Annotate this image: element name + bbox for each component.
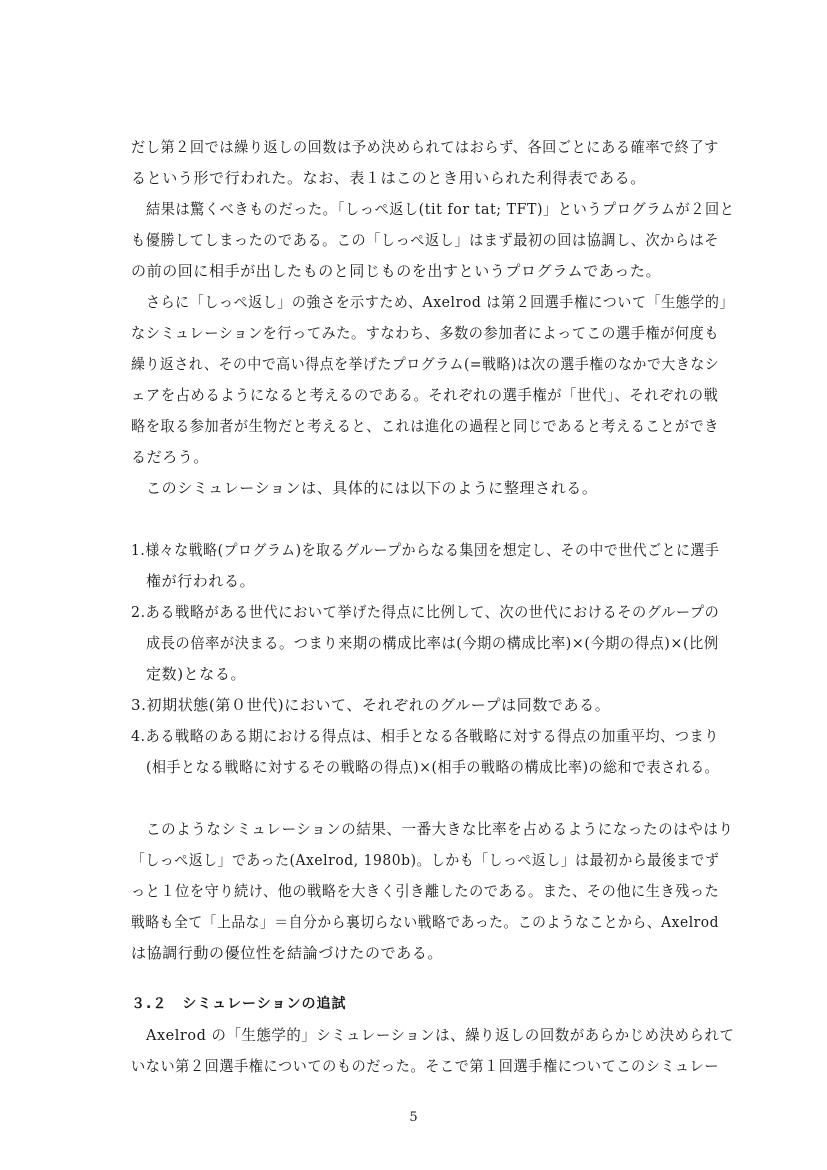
list-item-continuation: 定数)となる。 xyxy=(146,665,247,683)
text-line: いない第２回選手権についてのものだった。そこで第１回選手権についてこのシミュレー xyxy=(131,1057,720,1075)
section-heading: ３.２ シミュレーションの追試 xyxy=(131,996,347,1012)
text-line: っと１位を守り続け、他の戦略を大きく引き離したのである。また、その他に生き残った xyxy=(131,882,720,900)
text-line: なシミュレーションを行ってみた。すなわち、多数の参加者によってこの選手権が何度も xyxy=(131,324,720,342)
list-item-continuation: 成長の倍率が決まる。つまり来期の構成比率は(今期の構成比率)×(今期の得点)×(比例 xyxy=(146,634,719,652)
text-line: は協調行動の優位性を結論づけたのである。 xyxy=(131,944,444,962)
list-item: 1.様々な戦略(プログラム)を取るグループからなる集団を想定し、その中で世代ごとに選手 xyxy=(131,541,720,559)
text-line: ェアを占めるようになると考えるのである。それぞれの選手権が「世代」、それぞれの戦 xyxy=(131,386,719,404)
text-line: このようなシミュレーションの結果、一番大きな比率を占めるようになったのはやはり xyxy=(146,820,734,838)
text-line: 戦略も全て「上品な」＝自分から裏切らない戦略であった。このようなことから、Axelrod xyxy=(131,913,720,931)
text-line: だし第２回では繰り返しの回数は予め決められてはおらず、各回ごとにある確率で終了す xyxy=(131,138,719,156)
text-line: Axelrod の「生態学的」シミュレーションは、繰り返しの回数があらかじめ決められて xyxy=(146,1026,735,1044)
text-line: るだろう。 xyxy=(131,448,210,466)
text-line: 「しっぺ返し」であった(Axelrod, 1980b)。しかも「しっぺ返し」は最初から最後までず xyxy=(131,851,720,869)
list-item: 3.初期状態(第０世代)において、それぞれのグループは同数である。 xyxy=(131,696,611,714)
text-line: 繰り返され、その中で高い得点を挙げたプログラム(=戦略)は次の選手権のなかで大きなシ xyxy=(131,355,720,373)
list-item-continuation: (相手となる戦略に対するその戦略の得点)×(相手の戦略の構成比率)の総和で表される。 xyxy=(146,758,720,776)
list-item: 4.ある戦略のある期における得点は、相手となる各戦略に対する得点の加重平均、つまり xyxy=(131,727,719,745)
text-line: さらに「しっぺ返し」の強さを示すため、Axelrod は第２回選手権について「生態学的」 xyxy=(146,293,735,311)
text-line: 略を取る参加者が生物だと考えると、これは進化の過程と同じであると考えることができ xyxy=(131,417,720,435)
text-line: 結果は驚くべきものだった。「しっぺ返し(tit for tat; TFT)」というプログラムが２回と xyxy=(146,200,735,218)
text-line: るという形で行われた。なお、表１はこのとき用いられた利得表である。 xyxy=(131,169,646,187)
list-item: 2.ある戦略がある世代において挙げた得点に比例して、次の世代におけるそのグループの xyxy=(131,603,720,621)
page-number: 5 xyxy=(409,1110,418,1125)
list-item-continuation: 権が行われる。 xyxy=(146,572,256,590)
text-line: も優勝してしまったのである。この「しっぺ返し」はまず最初の回は協調し、次からはそ xyxy=(131,231,720,249)
text-line: このシミュレーションは、具体的には以下のように整理される。 xyxy=(146,479,598,497)
text-line: の前の回に相手が出したものと同じものを出すというプログラムであった。 xyxy=(131,262,662,280)
